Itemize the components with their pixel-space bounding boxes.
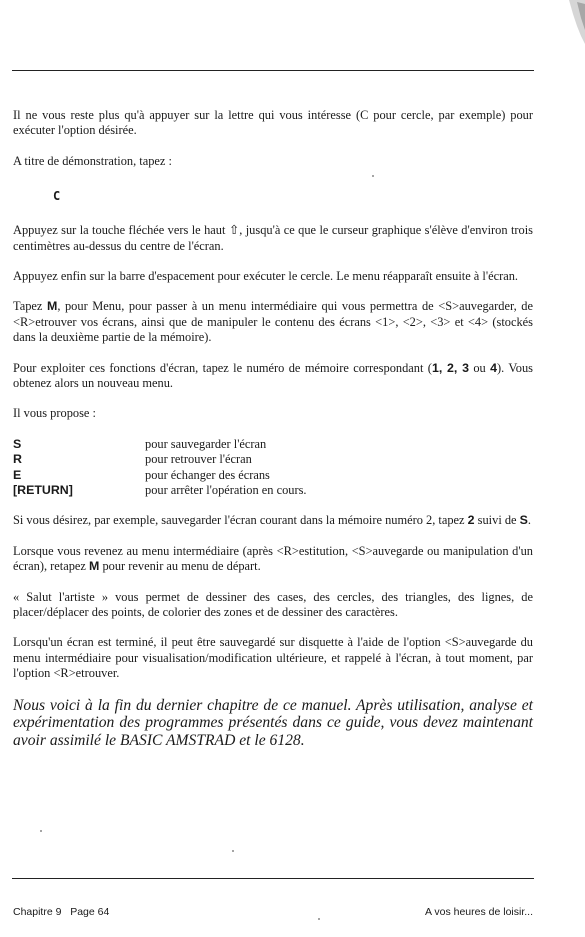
- paragraph-intro: Il ne vous reste plus qu'à appuyer sur la lettre qui vous intéresse (C pour cercle, par exemple) pour exécuter l'option désirée.: [13, 108, 533, 138]
- option-desc: pour échanger des écrans: [145, 467, 270, 482]
- text-fragment: Tapez: [13, 299, 47, 314]
- option-row: [13, 468, 533, 483]
- scan-speck: [372, 175, 374, 177]
- text-fragment: ). Vous obtenez alors un nouveau menu.: [13, 360, 533, 391]
- text-fragment: ou: [468, 360, 491, 375]
- code-command-c: C: [53, 189, 61, 204]
- option-key: R: [13, 452, 22, 467]
- bottom-rule: [12, 878, 534, 879]
- text-fragment: Lorsque vous revenez au menu intermédiaire (après <R>estitution, <S>auvegarde ou manipulation d'un écran), retapez: [13, 543, 533, 574]
- option-desc: pour retrouver l'écran: [145, 452, 252, 467]
- option-key: E: [13, 467, 22, 482]
- option-key: [RETURN]: [13, 483, 73, 498]
- key-2: 2: [467, 513, 475, 528]
- key-4: 4: [490, 360, 498, 375]
- paragraph-memory: [13, 361, 533, 392]
- text-fragment: pour revenir au menu de départ.: [99, 559, 261, 574]
- paragraph-return: [13, 544, 533, 575]
- key-s: S: [519, 513, 528, 528]
- option-row: [13, 452, 533, 467]
- option-desc: pour sauvegarder l'écran: [145, 436, 267, 451]
- option-row: [13, 483, 533, 498]
- options-list: [13, 437, 533, 499]
- key-numbers: 1, 2, 3: [431, 360, 469, 375]
- scan-speck: [40, 830, 42, 832]
- paragraph-propose: Il vous propose :: [13, 406, 96, 421]
- text-fragment: Si vous désirez, par exemple, sauvegarder l'écran courant dans la mémoire numéro 2, tapez: [13, 513, 468, 528]
- page-content: [13, 108, 533, 764]
- paragraph-example: [13, 513, 533, 528]
- option-key: S: [13, 436, 22, 451]
- text-fragment: suivi de: [474, 513, 520, 528]
- paragraph-menu: [13, 299, 533, 345]
- paragraph-space: Appuyez enfin sur la barre d'espacement pour exécuter le cercle. Le menu réapparaît ensuite à l'écran.: [13, 269, 518, 284]
- text-fragment: Pour exploiter ces fonctions d'écran, tapez le numéro de mémoire correspondant (: [13, 360, 432, 375]
- paragraph-arrow: Appuyez sur la touche fléchée vers le haut ⇧, jusqu'à ce que le curseur graphique s'élève d'environ trois centimètres au-dessus du centre de l'écran.: [13, 223, 533, 253]
- key-m: M: [89, 559, 100, 574]
- footer-running-title: A vos heures de loisir...: [425, 906, 533, 918]
- scan-corner-mark: [547, 0, 585, 44]
- paragraph-demo: A titre de démonstration, tapez :: [13, 153, 172, 168]
- key-m: M: [46, 299, 58, 314]
- page-footer: [13, 906, 533, 918]
- paragraph-save: Lorsqu'un écran est terminé, il peut être sauvegardé sur disquette à l'aide de l'option <S>auvegarde du menu intermédiaire pour visualisation/modification ultérieure, et rappelé à l'écran, à tout moment, par l'option <R>etrouver.: [13, 635, 533, 681]
- option-desc: pour arrêter l'opération en cours.: [145, 483, 307, 498]
- footer-chapter-page: Chapitre 9 Page 64: [13, 906, 110, 918]
- text-fragment: .: [527, 513, 532, 528]
- top-rule: [12, 70, 534, 71]
- scan-speck: [318, 918, 320, 920]
- text-fragment: , pour Menu, pour passer à un menu intermédiaire qui vous permettra de <S>auvegarder, de <R>etrouver vos écrans, ainsi que de manipuler le contenu des écrans <1>, <2>, <3> et <4> (stockés dans la deuxième partie de la mémoire).: [13, 299, 533, 345]
- closing-paragraph: Nous voici à la fin du dernier chapitre de ce manuel. Après utilisation, analyse et expérimentation des programmes présentés dans ce guide, vous devez maintenant avoir assimilé le BASIC AMSTRAD et le 6128.: [13, 696, 533, 749]
- option-row: [13, 437, 533, 452]
- paragraph-artist: « Salut l'artiste » vous permet de dessiner des cases, des cercles, des triangles, des lignes, de placer/déplacer des points, de colorier des zones et de dessiner des caractères.: [13, 589, 533, 620]
- scan-speck: [232, 850, 234, 852]
